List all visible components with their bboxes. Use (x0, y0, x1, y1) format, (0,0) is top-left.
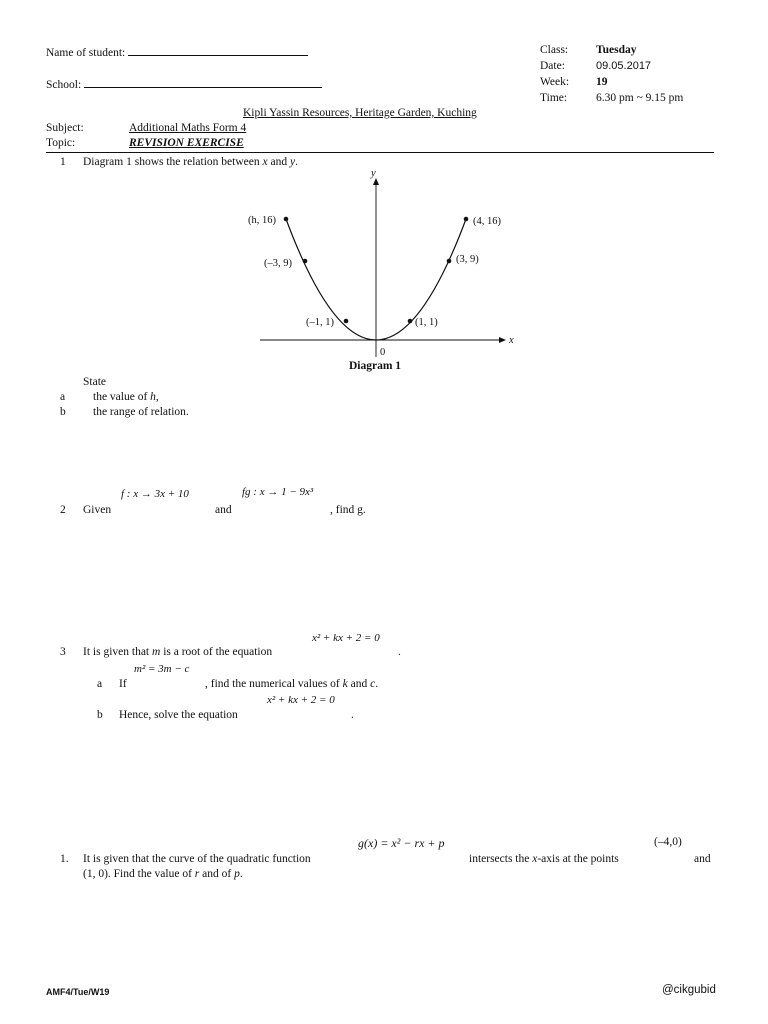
point-1-1 (408, 319, 413, 324)
header-divider (46, 152, 714, 153)
q3b-text: Hence, solve the equation (119, 709, 238, 721)
q3a-text: , find the numerical values of k and c. (205, 678, 379, 690)
point-neg3-9 (303, 259, 308, 264)
label-neg1-1: (–1, 1) (306, 317, 334, 328)
date-label: Date: (540, 60, 565, 72)
q3-number: 3 (60, 646, 66, 658)
q4-and: and (694, 853, 711, 865)
q3b-label: b (97, 709, 103, 721)
footer-code: AMF4/Tue/W19 (46, 987, 110, 997)
x-axis-arrow (499, 337, 506, 343)
origin-label: 0 (380, 347, 386, 358)
q4-line-2: (1, 0). Find the value of r and of p. (83, 868, 243, 880)
week-value: 19 (596, 76, 608, 88)
q3a-label: a (97, 678, 103, 690)
q1b-text: the range of relation. (93, 406, 189, 418)
class-label: Class: (540, 44, 569, 56)
q2-given: Given (83, 504, 112, 516)
date-value: 09.05.2017 (596, 60, 652, 72)
q3a-m-equation: m² = 3m − c (134, 663, 190, 675)
q3b-equation: x² + kx + 2 = 0 (267, 694, 335, 706)
label-h-16: (h, 16) (248, 215, 276, 226)
label-1-1: (1, 1) (415, 317, 438, 328)
student-name-row (46, 44, 308, 59)
week-label: Week: (540, 76, 570, 88)
x-axis-label: x (509, 335, 514, 346)
point-h-16 (284, 217, 289, 222)
q4-text-1: It is given that the curve of the quadratic function (83, 853, 311, 865)
point-3-9 (447, 259, 452, 264)
time-value: 6.30 pm ~ 9.15 pm (596, 92, 684, 104)
q2-and: and (215, 504, 232, 516)
name-blank (128, 44, 308, 56)
footer-handle: @cikgubid (662, 984, 716, 996)
q4-text-2: intersects the x-axis at the points (469, 853, 619, 865)
topic-value: REVISION EXERCISE (129, 137, 244, 149)
name-label: Name of student: (46, 47, 126, 59)
q2-fg-expression: fg : x → 1 − 9x³ (242, 486, 314, 498)
q1a-label: a (60, 391, 66, 403)
label-4-16: (4, 16) (473, 216, 501, 227)
q1-text: Diagram 1 shows the relation between x and y. (83, 156, 298, 168)
q3-text: It is given that m is a root of the equation (83, 646, 273, 658)
q1-state: State (83, 376, 106, 388)
school-label: School: (46, 79, 82, 91)
q2-f-expression: f : x → 3x + 10 (121, 488, 189, 500)
label-3-9: (3, 9) (456, 254, 479, 265)
y-axis-arrow (373, 178, 379, 185)
subject-value: Additional Maths Form 4 (129, 122, 247, 134)
y-axis-label: y (371, 168, 376, 179)
resources-title: Kipli Yassin Resources, Heritage Garden, Kuching (243, 107, 477, 119)
topic-label: Topic: (46, 137, 76, 149)
subject-label: Subject: (46, 122, 84, 134)
q1-number: 1 (60, 156, 66, 168)
point-4-16 (464, 217, 469, 222)
school-blank (84, 76, 322, 88)
label-neg3-9: (–3, 9) (264, 258, 292, 269)
q2-find: , find g. (330, 504, 366, 516)
school-row (46, 76, 322, 91)
q3-dot: . (398, 646, 401, 658)
class-value: Tuesday (596, 44, 637, 56)
q3-equation: x² + kx + 2 = 0 (312, 632, 380, 644)
q1a-text: the value of h, (93, 391, 159, 403)
point-neg1-1 (344, 319, 349, 324)
q2-number: 2 (60, 504, 66, 516)
q4-number: 1. (60, 853, 69, 865)
q1b-label: b (60, 406, 66, 418)
q4-g-expression: g(x) = x² − rx + p (358, 836, 445, 850)
time-label: Time: (540, 92, 568, 104)
q4-point: (–4,0) (654, 836, 682, 848)
diagram-1 (244, 164, 524, 364)
q3b-dot: . (351, 709, 354, 721)
diagram-caption: Diagram 1 (349, 360, 402, 372)
q3a-if: If (119, 678, 127, 690)
